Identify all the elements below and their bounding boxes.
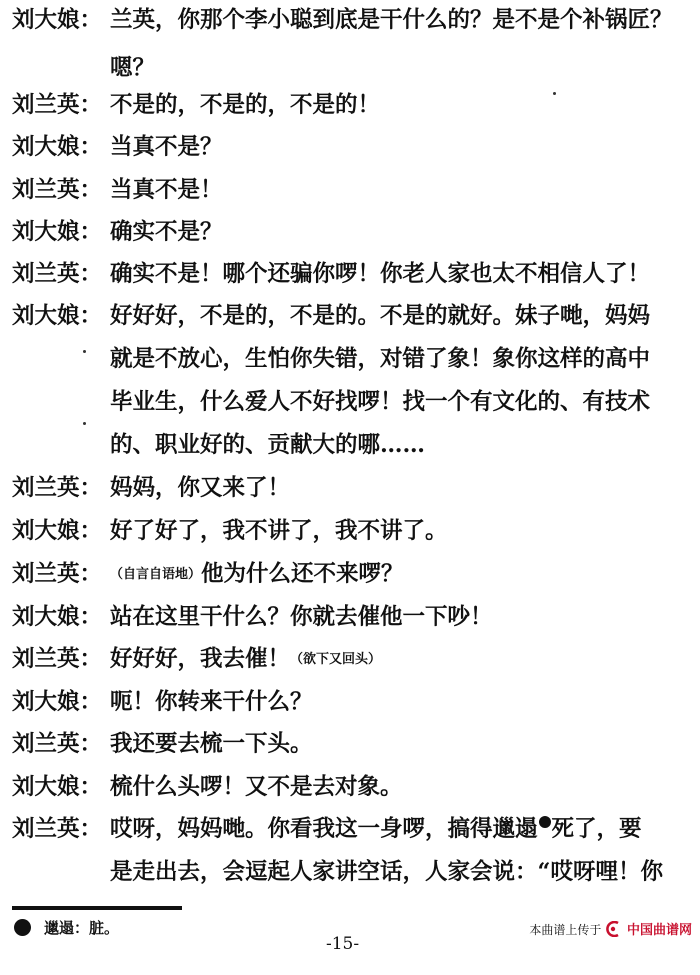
dialogue-line xyxy=(0,854,700,890)
dialogue-text-main: 哎呀，妈妈哋。你看我这一身啰，搞得邋遢 xyxy=(110,816,538,842)
dialogue-text: 好好好，不是的，不是的。不是的就好。妹子哋，妈妈 xyxy=(110,303,651,329)
upload-credit xyxy=(529,920,692,941)
scan-speck xyxy=(553,92,556,95)
dialogue-text-continued: 死了，要 xyxy=(551,816,642,842)
dialogue-line xyxy=(0,726,700,762)
dialogue-line xyxy=(0,214,700,250)
dialogue-text xyxy=(110,641,381,678)
credit-prefix: 本曲谱上传于 xyxy=(529,923,602,937)
dialogue-text: 确实不是！哪个还骗你啰！你老人家也太不相信人了！ xyxy=(110,261,651,287)
footnote-marker-icon xyxy=(539,816,551,828)
speaker-label: 刘兰英： xyxy=(12,561,103,587)
dialogue-line xyxy=(0,769,700,805)
dialogue-text: 毕业生，什么爱人不好找啰！找一个有文化的、有技术 xyxy=(110,389,651,415)
dialogue-text: 是走出去，会逗起人家讲空话，人家会说：“哎呀哩！你 xyxy=(110,859,663,885)
speaker-label: 刘大娘： xyxy=(12,604,103,630)
dialogue-line xyxy=(0,298,700,334)
dialogue-text: 当真不是！ xyxy=(110,177,223,203)
speaker-label: 刘兰英： xyxy=(12,92,103,118)
speaker-label: 刘大娘： xyxy=(12,7,103,33)
dialogue-text: 就是不放心，生怕你失错，对错了象！象你这样的高中 xyxy=(110,346,651,372)
speaker-label: 刘兰英： xyxy=(12,261,103,287)
dialogue-line xyxy=(0,384,700,420)
dialogue-text: 我还要去梳一下头。 xyxy=(110,731,313,757)
speaker-label: 刘兰英： xyxy=(12,731,103,757)
speaker-label: 刘大娘： xyxy=(12,774,103,800)
site-logo-icon xyxy=(605,921,623,937)
dialogue-line xyxy=(0,513,700,549)
dialogue-text: 的、职业好的、贡献大的哪…… xyxy=(110,432,426,458)
speaker-label: 刘兰英： xyxy=(12,816,103,842)
scan-speck xyxy=(83,350,86,353)
scan-speck xyxy=(83,422,86,425)
dialogue-text: 呃！你转来干什么？ xyxy=(110,689,313,715)
dialogue-text: 好了好了，我不讲了，我不讲了。 xyxy=(110,518,448,544)
dialogue-line xyxy=(0,256,700,292)
dialogue-text: 站在这里干什么？你就去催他一下吵！ xyxy=(110,604,493,630)
dialogue-line xyxy=(0,599,700,635)
dialogue-text: 兰英，你那个李小聪到底是干什么的？是不是个补锅匠？ xyxy=(110,7,673,33)
dialogue-text xyxy=(110,556,404,593)
footnote-text: 邋遢：脏。 xyxy=(44,919,120,937)
speaker-label: 刘大娘： xyxy=(12,303,103,329)
dialogue-text: 当真不是？ xyxy=(110,134,223,160)
dialogue-line xyxy=(0,87,700,123)
dialogue-line xyxy=(0,556,700,592)
dialogue-text: 确实不是？ xyxy=(110,219,223,245)
stage-direction: （欲下又回头） xyxy=(290,652,382,667)
speaker-label: 刘兰英： xyxy=(12,475,103,501)
speaker-label: 刘大娘： xyxy=(12,219,103,245)
site-name: 中国曲谱网 xyxy=(626,923,692,938)
dialogue-text-main: 他为什么还不来啰？ xyxy=(201,561,404,587)
dialogue-text: 不是的，不是的，不是的！ xyxy=(110,92,381,118)
page-number: -15- xyxy=(326,934,360,954)
dialogue-text-main: 好好好，我去催！ xyxy=(110,646,291,672)
dialogue-line xyxy=(0,684,700,720)
speaker-label: 刘大娘： xyxy=(12,518,103,544)
speaker-label: 刘大娘： xyxy=(12,134,103,160)
dialogue-line xyxy=(0,641,700,677)
dialogue-line xyxy=(0,341,700,377)
dialogue-line xyxy=(0,172,700,208)
dialogue-line xyxy=(0,811,700,847)
dialogue-text: 梳什么头啰！又不是去对象。 xyxy=(110,774,403,800)
dialogue-line xyxy=(0,129,700,165)
speaker-label: 刘兰英： xyxy=(12,646,103,672)
dialogue-line xyxy=(0,50,700,86)
dialogue-line xyxy=(0,2,700,38)
stage-direction: （自言自语地） xyxy=(110,567,202,582)
footnote-marker-icon xyxy=(14,919,31,936)
dialogue-line xyxy=(0,427,700,463)
dialogue-text xyxy=(110,811,642,847)
dialogue-text: 妈妈，你又来了！ xyxy=(110,475,291,501)
speaker-label: 刘大娘： xyxy=(12,689,103,715)
speaker-label: 刘兰英： xyxy=(12,177,103,203)
footnote-divider xyxy=(12,906,182,910)
dialogue-line xyxy=(0,470,700,506)
dialogue-text: 嗯？ xyxy=(110,55,156,81)
